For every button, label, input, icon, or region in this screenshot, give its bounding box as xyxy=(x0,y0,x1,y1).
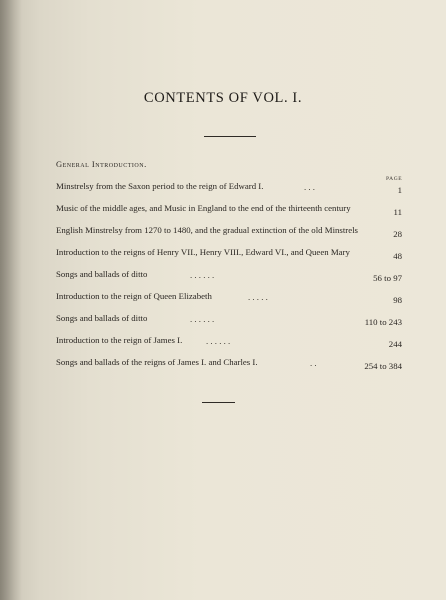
closing-divider xyxy=(202,402,235,403)
title-divider xyxy=(204,136,256,137)
entry-title: Introduction to the reign of James I. xyxy=(56,335,183,345)
entry-page-number: 56 to 97 xyxy=(373,273,402,283)
entry-title: Songs and ballads of ditto xyxy=(56,269,148,279)
page-title: CONTENTS OF VOL. I. xyxy=(143,90,303,106)
contents-entry xyxy=(56,269,406,291)
entry-page-number: 98 xyxy=(393,295,402,305)
contents-entry xyxy=(56,203,406,225)
entry-leader-dots: . . . . . . xyxy=(190,314,215,324)
contents-entry xyxy=(56,357,406,379)
page-column-label: PAGE xyxy=(386,176,403,182)
entry-page-number: 48 xyxy=(393,251,402,261)
entry-page-number: 1 xyxy=(397,185,402,195)
entry-page-number: 254 to 384 xyxy=(364,361,402,371)
entry-page-number: 28 xyxy=(393,229,402,239)
entry-title: Introduction to the reign of Queen Elizabeth xyxy=(56,291,212,301)
contents-list xyxy=(56,181,406,379)
entry-title: Introduction to the reigns of Henry VII., Henry VIII., Edward VI., and Queen Mary xyxy=(56,247,350,257)
entry-page-number: 11 xyxy=(393,207,402,217)
entry-title: English Minstrelsy from 1270 to 1480, and the gradual extinction of the old Minstrels xyxy=(56,225,358,235)
contents-entry xyxy=(56,313,406,335)
entry-title: Songs and ballads of the reigns of James I. and Charles I. xyxy=(56,357,258,367)
contents-entry xyxy=(56,247,406,269)
entry-leader-dots: . . . . . xyxy=(248,292,268,302)
contents-entry xyxy=(56,335,406,357)
entry-leader-dots: . . xyxy=(310,358,317,368)
entry-title: Music of the middle ages, and Music in England to the end of the thirteenth century xyxy=(56,203,351,213)
entry-leader-dots: . . . xyxy=(304,182,315,192)
contents-entry xyxy=(56,225,406,247)
entry-title: Minstrelsy from the Saxon period to the reign of Edward I. xyxy=(56,181,264,191)
entry-leader-dots: . . . . . . xyxy=(206,336,231,346)
contents-entry xyxy=(56,181,406,203)
contents-entry xyxy=(56,291,406,313)
section-heading: General Introduction. xyxy=(56,159,147,169)
entry-leader-dots: . . . . . . xyxy=(190,270,215,280)
entry-title: Songs and ballads of ditto xyxy=(56,313,148,323)
entry-page-number: 110 to 243 xyxy=(364,317,402,327)
entry-page-number: 244 xyxy=(388,339,402,349)
